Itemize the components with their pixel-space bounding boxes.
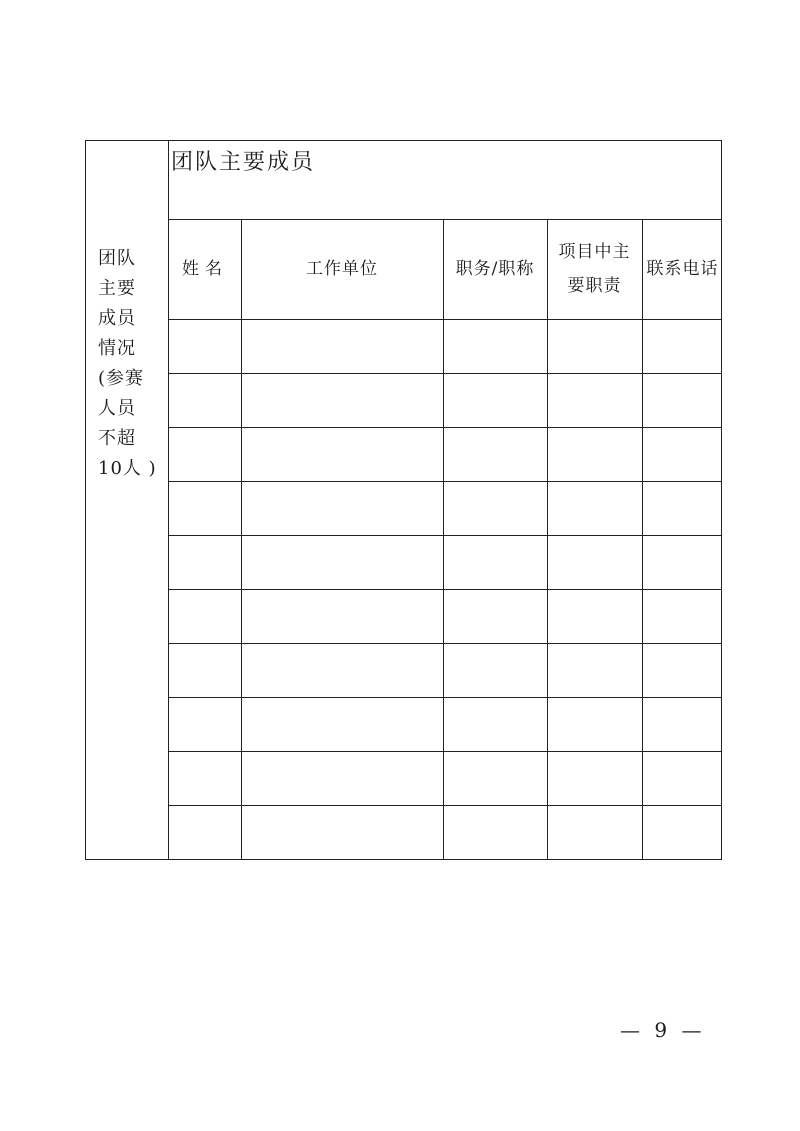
- members-grid: [169, 219, 721, 859]
- header-name: [169, 219, 241, 319]
- header-employer-label: 工作单位: [306, 259, 378, 279]
- table-row[interactable]: [169, 319, 721, 373]
- header-name-label: 姓名: [182, 259, 228, 279]
- table-row[interactable]: [169, 535, 721, 589]
- table-row[interactable]: [169, 427, 721, 481]
- header-phone-label: 联系电话: [646, 259, 719, 279]
- table-row[interactable]: [169, 697, 721, 751]
- section-title: 团队主要成员: [171, 150, 316, 175]
- table-row[interactable]: [169, 805, 721, 859]
- header-employer: [241, 219, 443, 319]
- left-label-cell: [86, 141, 169, 859]
- page-number: — 9 —: [620, 1018, 706, 1042]
- team-members-label: 团队 主要 成员 情况 (参赛 人员 不超 10人 ): [98, 248, 157, 479]
- header-role: [547, 219, 642, 319]
- table-row[interactable]: [169, 589, 721, 643]
- table-row[interactable]: [169, 751, 721, 805]
- header-position-label: 职务/职称: [455, 259, 535, 279]
- team-members-table: [85, 140, 722, 860]
- header-phone: [642, 219, 723, 319]
- table-row[interactable]: [169, 643, 721, 697]
- table-row[interactable]: [169, 481, 721, 535]
- table-row[interactable]: [169, 373, 721, 427]
- header-position: [443, 219, 547, 319]
- header-role-label: 项目中主要职责: [558, 242, 631, 296]
